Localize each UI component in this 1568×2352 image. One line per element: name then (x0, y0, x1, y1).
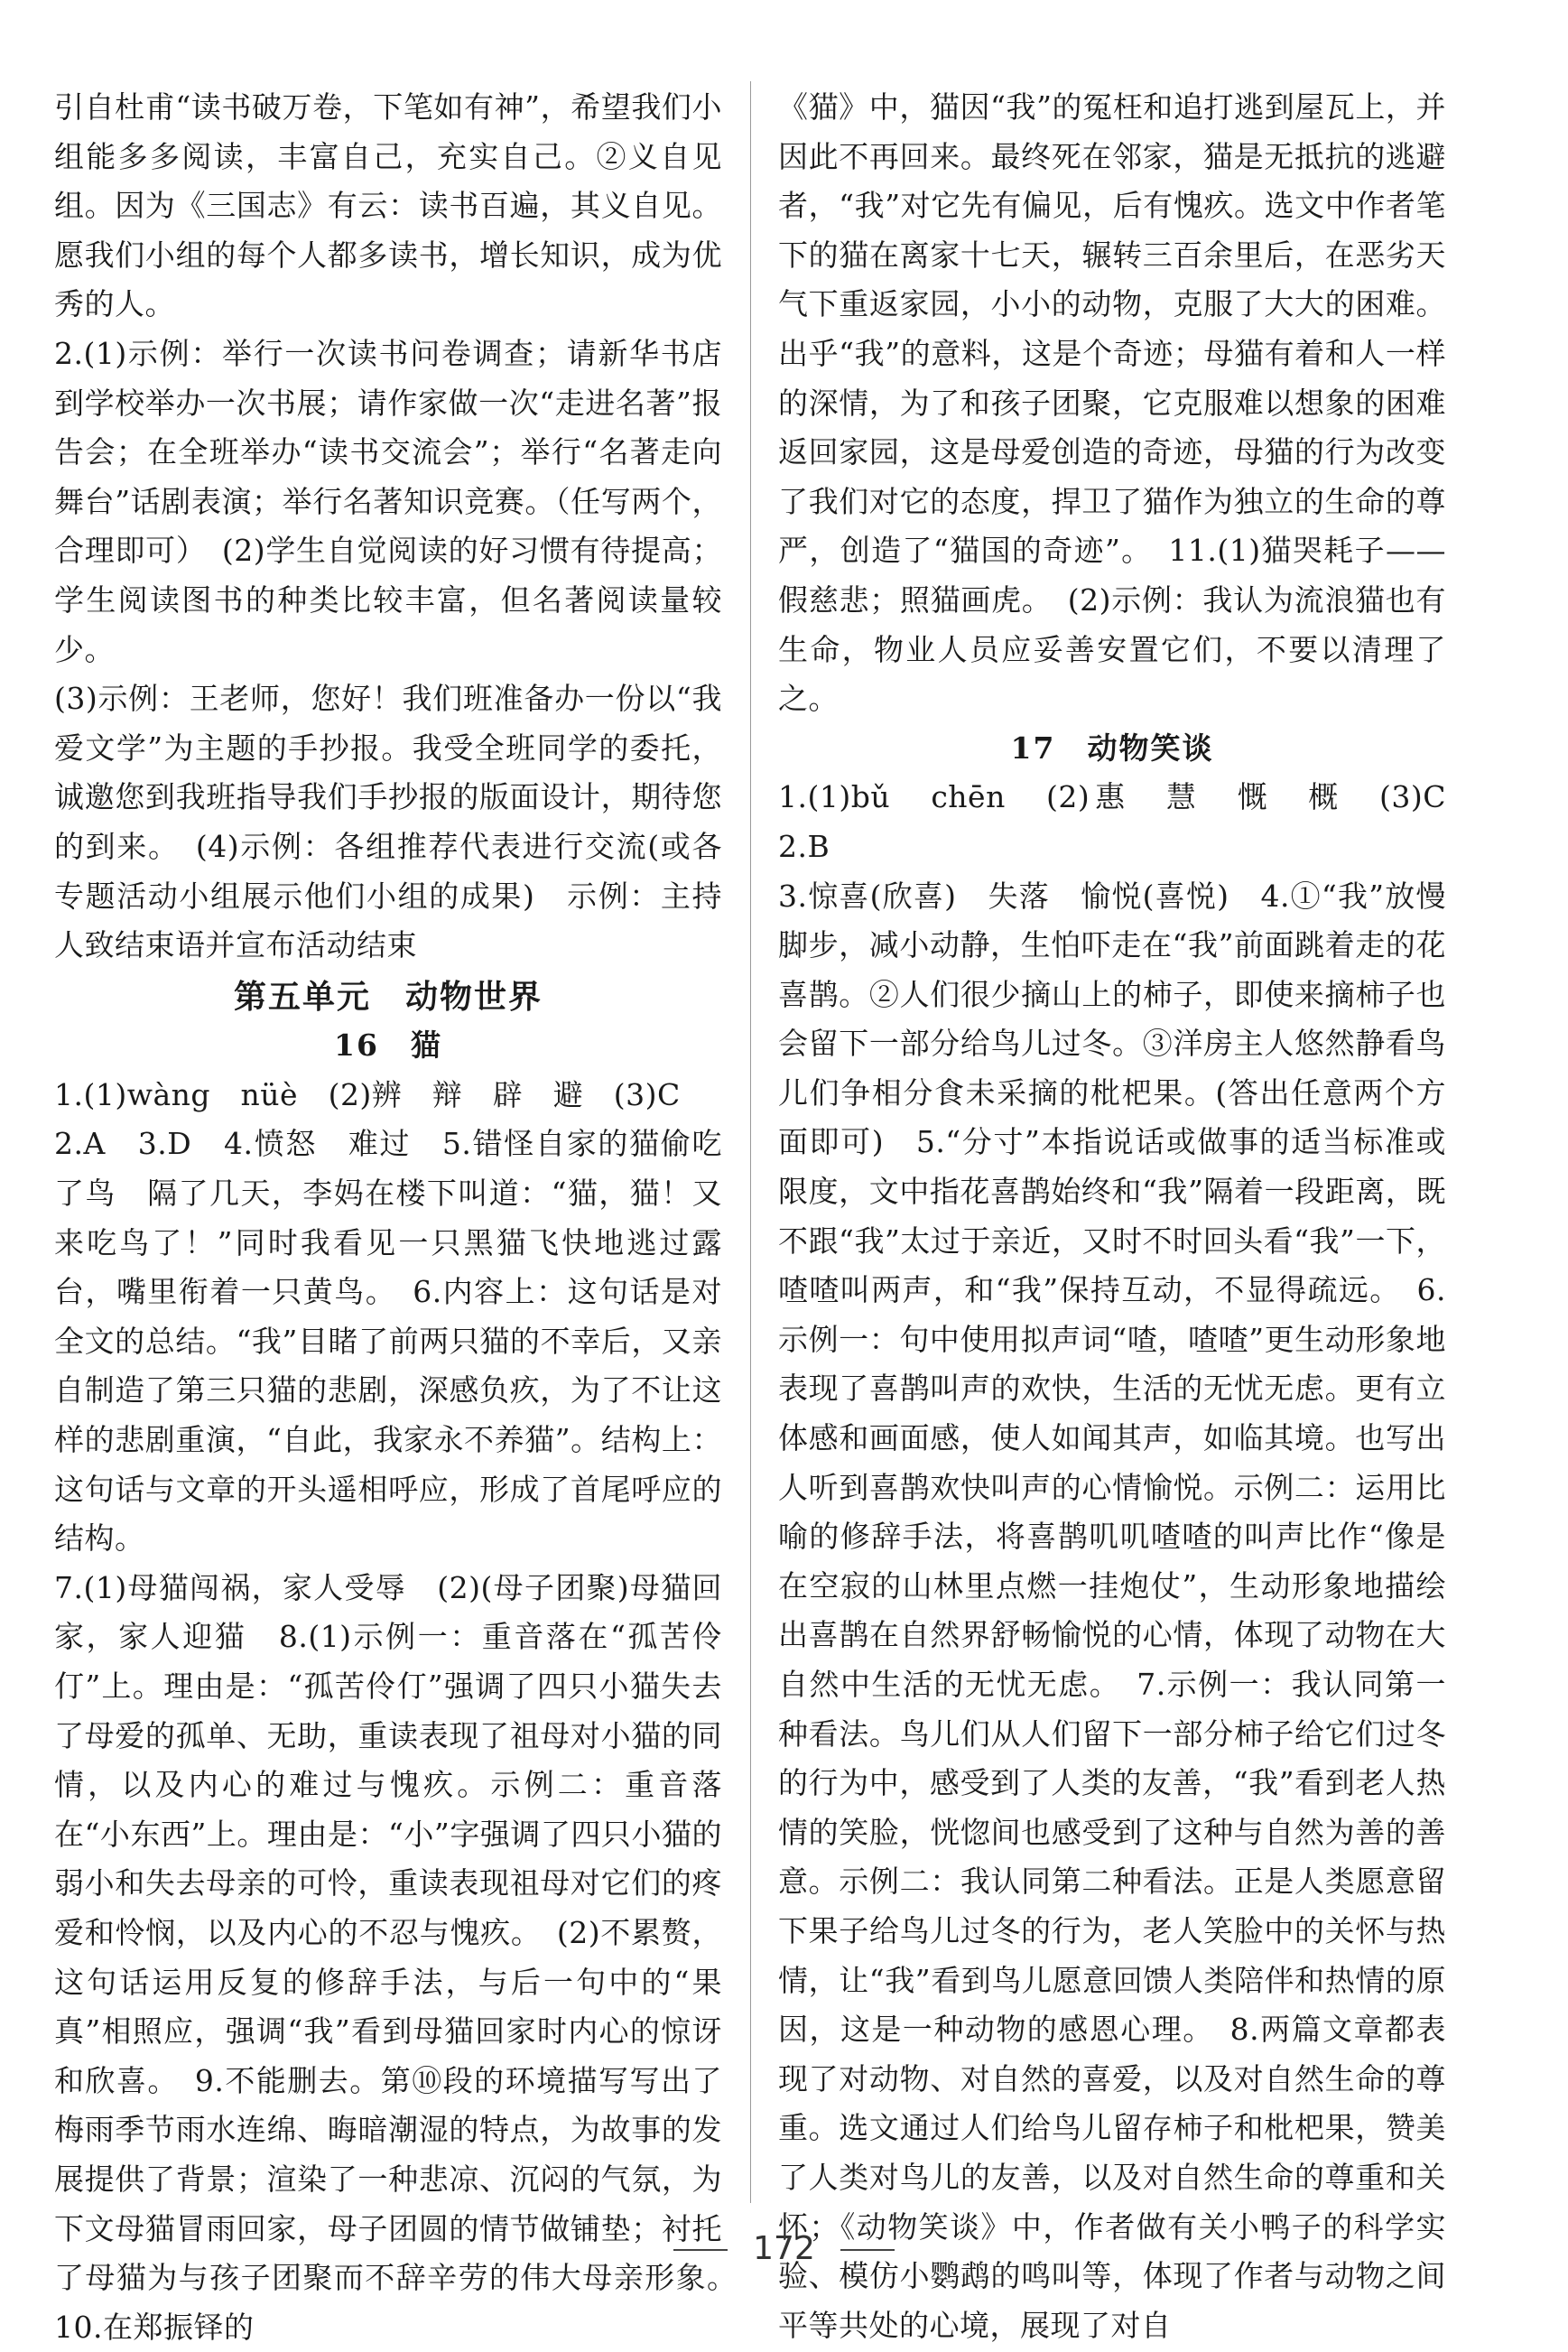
paragraph: 2.A 3.D 4.愤怒 难过 5.错怪自家的猫偷吃了鸟 隔了几天，李妈在楼下叫道：“猫，猫！又来吃鸟了！”同时我看见一只黑猫飞快地逃过露台，嘴里衔着一只黄鸟。 6.内容上：这句话是对全文的总结。“我”目睹了前两只猫的不幸后，又亲自制造了第三只猫的悲剧，深感负疚，为了不让这样的悲剧重演，“自此，我家永不养猫”。结构上：这句话与文章的开头遥相呼应，形成了首尾呼应的结构。 (54, 1126, 722, 1557)
right-column (778, 83, 1477, 2350)
section-title: 17 动物笑谈 (1010, 730, 1214, 766)
paragraph: 《猫》中，猫因“我”的冤枉和追打逃到屋瓦上，并因此不再回来。最终死在邻家，猫是无抵抗的逃避者，“我”对它先有偏见，后有愧疚。选文中作者笔下的猫在离家十七天，辗转三百余里后，在恶劣天气下重返家园，小小的动物，克服了大大的困难。出乎“我”的意料，这是个奇迹；母猫有着和人一样的深情，为了和孩子团聚，它克服难以想象的困难返回家园，这是母爱创造的奇迹，母猫的行为改变了我们对它的态度，捍卫了猫作为独立的生命的尊严，创造了“猫国的奇迹”。 11.(1)猫哭耗子——假慈悲；照猫画虎。 (2)示例：我认为流浪猫也有生命，物业人员应妥善安置它们，不要以清理了之。 (778, 89, 1446, 717)
footer-dash (673, 2249, 728, 2251)
column-divider (750, 81, 751, 2203)
footer-dash (840, 2249, 895, 2251)
page-number: 172 (753, 2230, 815, 2267)
paragraph: (3)示例：王老师，您好！我们班准备办一份以“我爱文学”为主题的手抄报。我受全班同学的委托，诚邀您到我班指导我们手抄报的版面设计，期待您的到来。 (4)示例：各组推荐代表进行交流(或各专题活动小组展示他们小组的成果) 示例：主持人致结束语并宣布活动结束 (54, 681, 722, 963)
paragraph: 引自杜甫“读书破万卷，下笔如有神”，希望我们小组能多多阅读，丰富自己，充实自己。②义自见组。因为《三国志》有云：读书百遍，其义自见。愿我们小组的每个人都多读书，增长知识，成为优秀的人。 (54, 89, 722, 322)
paragraph: 2.(1)示例：举行一次读书问卷调查；请新华书店到学校举办一次书展；请作家做一次“走进名著”报告会；在全班举办“读书交流会”；举行“名著走向舞台”话剧表演；举行名著知识竞赛。（任写两个，合理即可） (2)学生自觉阅读的好习惯有待提高；学生阅读图书的种类比较丰富，但名著阅读量较少。 (54, 335, 722, 667)
left-column (54, 83, 753, 2352)
paragraph: 7.(1)母猫闯祸，家人受辱 (2)(母子团聚)母猫回家，家人迎猫 8.(1)示例一：重音落在“孤苦伶仃”上。理由是：“孤苦伶仃”强调了四只小猫失去了母爱的孤单、无助，重读表现了祖母对小猫的同情，以及内心的难过与愧疚。示例二：重音落在“小东西”上。理由是：“小”字强调了四只小猫的弱小和失去母亲的可怜，重读表现祖母对它们的疼爱和怜悯，以及内心的不忍与愧疚。 (2)不累赘，这句话运用反复的修辞手法，与后一句中的“果真”相照应，强调“我”看到母猫回家时内心的惊讶和欣喜。 9.不能删去。第⑩段的环境描写写出了梅雨季节雨水连绵、晦暗潮湿的特点，为故事的发展提供了背景；渲染了一种悲凉、沉闷的气氛，为下文母猫冒雨回家，母子团圆的情节做铺垫；衬托了母猫为与孩子团聚而不辞辛劳的伟大母亲形象。 10.在郑振铎的 (54, 1569, 753, 2345)
paragraph: 1.(1)bǔ chēn (2)惠 慧 慨 概 (3)C 2.B (778, 779, 1477, 864)
paragraph: 3.惊喜(欣喜) 失落 愉悦(喜悦) 4.①“我”放慢脚步，减小动静，生怕吓走在“我”前面跳着走的花喜鹊。②人们很少摘山上的柿子，即使来摘柿子也会留下一部分给鸟儿过冬。③洋房主人悠然静看鸟儿们争相分食未采摘的枇杷果。(答出任意两个方面即可) 5.“分寸”本指说话或做事的适当标准或限度，文中指花喜鹊始终和“我”隔着一段距离，既不跟“我”太过于亲近，又时不时回头看“我”一下，喳喳叫两声，和“我”保持互动，不显得疏远。 6.示例一：句中使用拟声词“喳，喳喳”更生动形象地表现了喜鹊叫声的欢快，生活的无忧无虑。更有立体感和画面感，使人如闻其声，如临其境。也写出人听到喜鹊欢快叫声的心情愉悦。示例二：运用比喻的修辞手法，将喜鹊叽叽喳喳的叫声比作“像是在空寂的山林里点燃一挂炮仗”，生动形象地描绘出喜鹊在自然界舒畅愉悦的心情，体现了动物在大自然中生活的无忧无虑。 7.示例一：我认同第一种看法。鸟儿们从人们留下一部分柿子给它们过冬的行为中，感受到了人类的友善，“我”看到老人热情的笑脸，恍惚间也感受到了这种与自然为善的善意。示例二：我认同第二种看法。正是人类愿意留下果子给鸟儿过冬的行为，老人笑脸中的关怀与热情，让“我”看到鸟儿愿意回馈人类陪伴和热情的原因，这是一种动物的感恩心理。 8.两篇文章都表现了对动物、对自然的喜爱，以及对自然生命的尊重。选文通过人们给鸟儿留存柿子和枇杷果，赞美了人类对鸟儿的友善，以及对自然生命的尊重和关怀；《动物笑谈》中，作者做有关小鸭子的科学实验、模仿小鹦鹉的鸣叫等，体现了作者与动物之间平等共处的心境，展现了对自 (778, 878, 1446, 2343)
unit-title: 第五单元 动物世界 (233, 977, 543, 1016)
section-title: 16 猫 (334, 1027, 442, 1064)
page-footer (0, 2230, 1568, 2267)
paragraph: 1.(1)wàng nüè (2)辨 辩 辟 避 (3)C (54, 1076, 681, 1112)
